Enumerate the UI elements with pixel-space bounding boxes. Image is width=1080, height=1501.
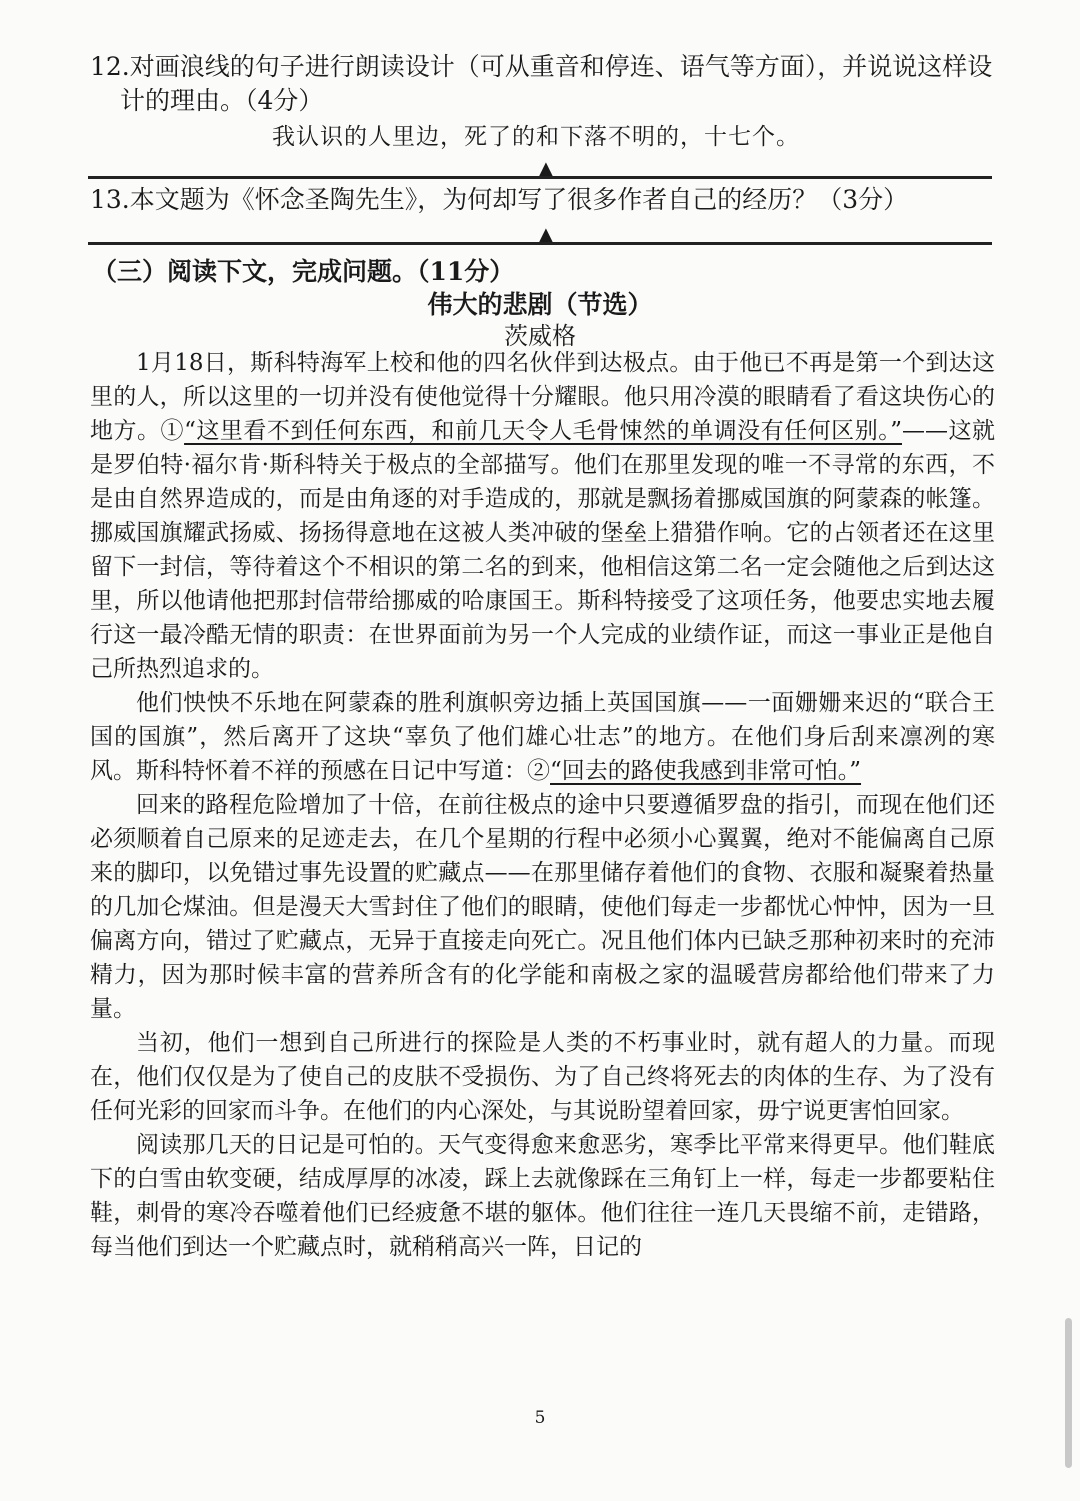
article-author: 茨威格 (504, 322, 576, 350)
question-13: 13.本文题为《怀念圣陶先生》，为何却写了很多作者自己的经历？（3分） (90, 185, 909, 214)
question-12 (90, 50, 1000, 118)
article-title: 伟大的悲剧（节选） (427, 290, 653, 319)
question-12-line1: 12.对画浪线的句子进行朗读设计（可从重音和停连、语气等方面），并说说这样设 (90, 52, 993, 81)
question-12-line2: 计的理由。（4分） (120, 86, 324, 115)
paragraph: 当初，他们一想到自己所进行的探险是人类的不朽事业时，就有超人的力量。而现在，他们仅仅是为了使自己的皮肤不受损伤、为了自己终将死去的肉体的生存、为了没有任何光彩的回家而斗争。在他们的内心深处，与其说盼望着回家，毋宁说更害怕回家。 (90, 1030, 995, 1124)
answer-line (88, 176, 992, 179)
answer-marker-triangle-icon: ▲ (539, 224, 553, 245)
wavy-line-sentence: 我认识的人里边，死了的和下落不明的，十七个。 (272, 124, 800, 150)
paragraph-text: ——这就是罗伯特·福尔肯·斯科特关于极点的全部描写。他们在那里发现的唯一不寻常的东西，不是由自然界造成的，而是由角逐的对手造成的，那就是飘扬着挪威国旗的阿蒙森的帐篷。挪威国旗耀武扬威、扬扬得意地在这被人类冲破的堡垒上猎猎作响。它的占领者还在这里留下一封信，等待着这个不相识的第二名的到来，他相信这第二名一定会随他之后到达这里，所以他请他把那封信带给挪威的哈康国王。斯科特接受了这项任务，他要忠实地去履行这一最冷酷无情的职责：在世界面前为另一个人完成的业绩作证，而这一事业正是他自己所热烈追求的。 (90, 418, 996, 682)
underlined-sentence-2: “回去的路使我感到非常可怕。” (550, 758, 862, 784)
underlined-sentence-1: “这里看不到任何东西，和前几天令人毛骨悚然的单调没有任何区别。” (184, 418, 902, 444)
paragraph (90, 686, 995, 788)
passage-body (90, 346, 995, 1264)
section-heading: （三）阅读下文，完成问题。（11分） (92, 257, 515, 286)
paragraph: 回来的路程危险增加了十倍，在前往极点的途中只要遵循罗盘的指引，而现在他们还必须顺着自己原来的足迹走去，在几个星期的行程中必须小心翼翼，绝对不能偏离自己原来的脚印，以免错过事先设置的贮藏点——在那里储存着他们的食物、衣服和凝聚着热量的几加仑煤油。但是漫天大雪封住了他们的眼睛，使他们每走一步都忧心忡忡，因为一旦偏离方向，错过了贮藏点，无异于直接走向死亡。况且他们体内已缺乏那种初来时的充沛精力，因为那时候丰富的营养所含有的化学能和南极之家的温暖营房都给他们带来了力量。 (90, 792, 995, 1022)
scrollbar[interactable] (1065, 1318, 1072, 1468)
paragraph-text: 他们怏怏不乐地在阿蒙森的胜利旗帜旁边插上英国国旗——一面姗姗来迟的“联合王国的国旗”，然后离开了这块“辜负了他们雄心壮志”的地方。在他们身后刮来凛冽的寒风。斯科特怀着不祥的预感在日记中写道：② (90, 690, 995, 784)
answer-line (88, 242, 992, 245)
paragraph (90, 346, 995, 686)
paragraph: 阅读那几天的日记是可怕的。天气变得愈来愈恶劣，寒季比平常来得更早。他们鞋底下的白雪由软变硬，结成厚厚的冰凌，踩上去就像踩在三角钉上一样，每走一步都要粘住鞋，刺骨的寒冷吞噬着他们已经疲惫不堪的躯体。他们往往一连几天畏缩不前，走错路，每当他们到达一个贮藏点时，就稍稍高兴一阵，日记的 (90, 1132, 995, 1260)
answer-marker-triangle-icon: ▲ (539, 158, 553, 179)
paragraph-text: 1月18日，斯科特海军上校和他的四名伙伴到达极点。由于他已不再是第一个到达这里的人，所以这里的一切并没有使他觉得十分耀眼。他只用冷漠的眼睛看了看这块伤心的地方。① (90, 350, 995, 444)
page-number: 5 (534, 1408, 546, 1428)
